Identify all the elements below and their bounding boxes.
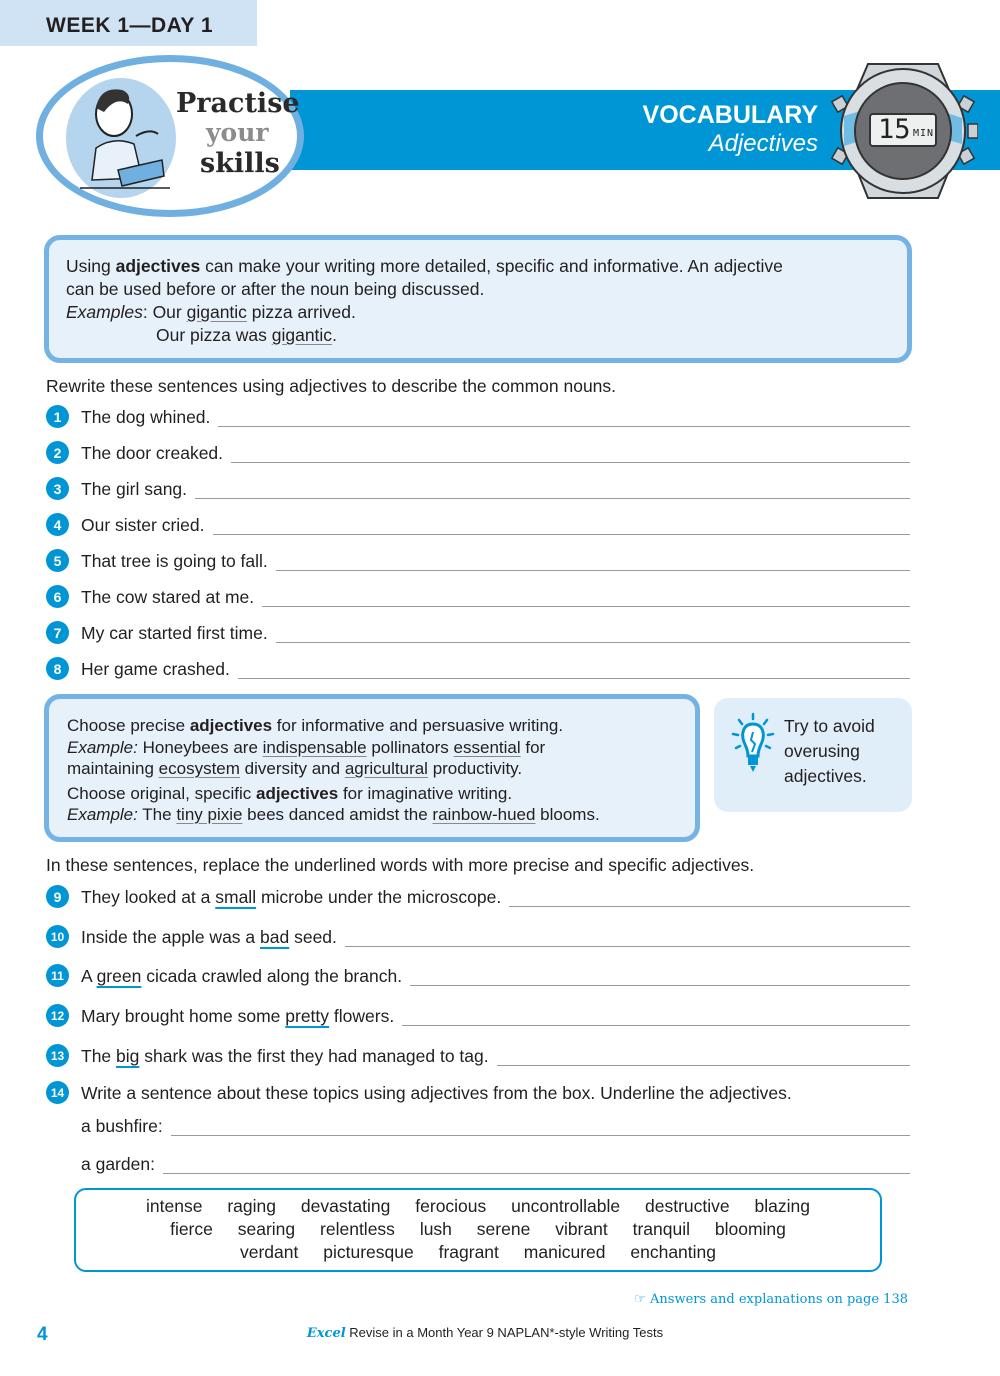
question-row	[46, 1080, 910, 1104]
word: ferocious	[415, 1196, 487, 1216]
question-text: The girl sang.	[81, 479, 188, 499]
stopwatch-timer	[828, 56, 978, 204]
section1-instruction: Rewrite these sentences using adjectives to describe the common nouns.	[46, 376, 617, 396]
question-text: My car started first time.	[81, 623, 268, 643]
question-text: A green cicada crawled along the branch.	[81, 966, 403, 986]
question-row	[46, 620, 910, 644]
tip-text: productivity.	[427, 759, 523, 778]
question-number-badge: 9	[46, 885, 69, 908]
tip-keyword: adjectives	[189, 716, 273, 735]
word: searing	[237, 1219, 296, 1239]
question-text: Our sister cried.	[81, 515, 205, 535]
answer-line[interactable]	[238, 677, 910, 679]
word: devastating	[300, 1196, 391, 1216]
question-row	[46, 924, 910, 948]
word: vibrant	[555, 1219, 608, 1239]
person-reading-icon	[66, 78, 176, 198]
question-row	[46, 884, 910, 908]
question-row	[46, 476, 910, 500]
question-number-badge: 7	[46, 621, 69, 644]
example-text: Our pizza was	[156, 325, 272, 345]
page-number: 4	[37, 1324, 48, 1345]
question-text: That tree is going to fall.	[81, 551, 268, 571]
word: blazing	[754, 1196, 810, 1216]
word: verdant	[239, 1242, 299, 1262]
question-number-badge: 1	[46, 405, 69, 428]
word: destructive	[645, 1196, 730, 1216]
word: manicured	[523, 1242, 606, 1262]
example-adjective: rainbow-hued	[432, 805, 536, 824]
question-row	[46, 656, 910, 680]
word: intense	[146, 1196, 203, 1216]
question-number-badge: 14	[46, 1081, 69, 1104]
underlined-adjective: bad	[260, 927, 290, 947]
brand-your: your	[206, 118, 269, 147]
week-day-tab	[0, 0, 257, 46]
example-label: Example:	[67, 805, 138, 824]
tip-text: blooms.	[535, 805, 600, 824]
example-adjective: agricultural	[344, 759, 428, 778]
example-label: Example:	[67, 737, 138, 757]
tip-line: overusing	[784, 741, 860, 761]
question-row	[46, 963, 910, 987]
week-day-label: WEEK 1—DAY 1	[46, 14, 214, 37]
question-text: Mary brought home some pretty flowers.	[81, 1006, 395, 1026]
adjective-word-box	[74, 1188, 882, 1272]
book-title	[0, 1325, 970, 1341]
word: relentless	[320, 1219, 395, 1239]
question-number-badge: 12	[46, 1004, 69, 1027]
question-number-badge: 4	[46, 513, 69, 536]
question-text: Write a sentence about these topics using adjectives from the box. Underline the adjectives.	[81, 1083, 792, 1103]
answer-line[interactable]	[218, 425, 910, 427]
intro-info-box	[44, 235, 912, 363]
side-tip-box	[714, 698, 912, 812]
question-text: The big shark was the first they had managed to tag.	[81, 1046, 489, 1066]
word-row	[76, 1219, 880, 1240]
timer-unit: MIN	[913, 128, 935, 139]
question-row	[46, 512, 910, 536]
question-number-badge: 11	[46, 964, 69, 987]
timer-value: 15	[878, 114, 911, 145]
answer-line[interactable]	[171, 1134, 910, 1136]
tip-text: The	[137, 805, 177, 824]
intro-text: can make your writing more detailed, specific and informative. An adjective	[200, 256, 783, 276]
question-number-badge: 13	[46, 1044, 69, 1067]
tip-line: adjectives.	[784, 766, 867, 786]
word: blooming	[714, 1219, 786, 1239]
intro-text: Using	[66, 256, 116, 276]
answer-line[interactable]	[231, 461, 910, 463]
topic-row	[81, 1113, 910, 1137]
underlined-adjective: big	[116, 1046, 140, 1066]
tip-text: Honeybees are	[137, 737, 263, 757]
tip-text: pollinators	[366, 737, 454, 757]
adjective-tips-box	[44, 694, 700, 842]
underlined-adjective: green	[96, 966, 142, 986]
book-brand: Excel	[306, 1326, 346, 1341]
example-text: .	[332, 325, 337, 345]
answer-line[interactable]	[195, 497, 910, 499]
word: lush	[419, 1219, 452, 1239]
question-number-badge: 6	[46, 585, 69, 608]
question-row	[46, 1003, 910, 1027]
question-text: The cow stared at me.	[81, 587, 255, 607]
question-number-badge: 8	[46, 657, 69, 680]
reader-illustration	[66, 78, 176, 198]
question-number-badge: 5	[46, 549, 69, 572]
answer-line[interactable]	[276, 641, 910, 643]
example-adjective: gigantic	[271, 325, 333, 345]
question-row	[46, 404, 910, 428]
underlined-adjective: pretty	[285, 1006, 330, 1026]
example-adjective: essential	[453, 737, 521, 757]
tip-text: diversity and	[239, 759, 345, 778]
answer-line[interactable]	[402, 1024, 910, 1026]
example-text: : Our	[142, 302, 187, 322]
intro-keyword: adjectives	[115, 256, 201, 276]
example-adjective: indispensable	[262, 737, 367, 757]
word: uncontrollable	[511, 1196, 621, 1216]
topic-label: a bushfire:	[81, 1116, 163, 1136]
tip-line: Try to avoid	[784, 716, 875, 736]
question-number-badge: 3	[46, 477, 69, 500]
tip-text: for imaginative writing.	[338, 783, 513, 803]
question-text: Her game crashed.	[81, 659, 230, 679]
word-row	[76, 1196, 880, 1217]
question-row	[46, 1043, 910, 1067]
answer-line[interactable]	[509, 905, 910, 907]
word: raging	[227, 1196, 276, 1216]
word-row	[76, 1242, 880, 1263]
example-adjective: gigantic	[186, 302, 247, 322]
underlined-adjective: small	[215, 887, 257, 907]
question-number-badge: 10	[46, 925, 69, 948]
example-adjective: tiny pixie	[176, 805, 243, 824]
answer-line[interactable]	[345, 945, 910, 947]
word: tranquil	[632, 1219, 690, 1239]
book-title-text: Revise in a Month Year 9 NAPLAN*-style Writing Tests	[345, 1325, 664, 1340]
tip-text: bees danced amidst the	[242, 805, 433, 824]
section-subtitle: Adjectives	[708, 130, 818, 157]
tip-text: Choose original, specific	[67, 783, 256, 803]
word: serene	[476, 1219, 531, 1239]
answer-line[interactable]	[163, 1172, 910, 1174]
word: fierce	[170, 1219, 213, 1239]
intro-text: can be used before or after the noun being discussed.	[66, 279, 485, 299]
tip-text: Choose precise	[67, 716, 190, 735]
answer-line[interactable]	[410, 984, 910, 986]
pointing-hand-icon: ☞	[634, 1292, 651, 1307]
brand-skills: skills	[200, 148, 280, 179]
section-title: VOCABULARY	[642, 101, 818, 129]
example-adjective: ecosystem	[158, 759, 240, 778]
brand-practise: Practise	[176, 88, 300, 119]
answer-line[interactable]	[213, 533, 911, 535]
word: picturesque	[323, 1242, 414, 1262]
lightbulb-icon	[730, 712, 776, 774]
question-text: The dog whined.	[81, 407, 211, 427]
question-row	[46, 584, 910, 608]
answer-line[interactable]	[497, 1064, 910, 1066]
question-row	[46, 440, 910, 464]
word: enchanting	[630, 1242, 717, 1262]
example-text: pizza arrived.	[246, 302, 356, 322]
topic-row	[81, 1151, 910, 1175]
answers-reference[interactable]	[634, 1292, 908, 1307]
word: fragrant	[438, 1242, 499, 1262]
question-number-badge: 2	[46, 441, 69, 464]
question-row	[46, 548, 910, 572]
tip-text: maintaining	[67, 759, 159, 778]
answers-reference-text: Answers and explanations on page 138	[650, 1292, 908, 1307]
question-text: Inside the apple was a bad seed.	[81, 927, 337, 947]
tip-text: for	[520, 737, 546, 757]
question-text: The door creaked.	[81, 443, 224, 463]
topic-label: a garden:	[81, 1154, 155, 1174]
answer-line[interactable]	[276, 569, 910, 571]
tip-keyword: adjectives	[255, 783, 339, 803]
tip-text: for informative and persuasive writing.	[272, 716, 564, 735]
section2-instruction: In these sentences, replace the underlined words with more precise and specific adjectives.	[46, 855, 755, 875]
examples-label: Examples	[66, 302, 143, 322]
question-text: They looked at a small microbe under the microscope.	[81, 887, 502, 907]
answer-line[interactable]	[262, 605, 910, 607]
